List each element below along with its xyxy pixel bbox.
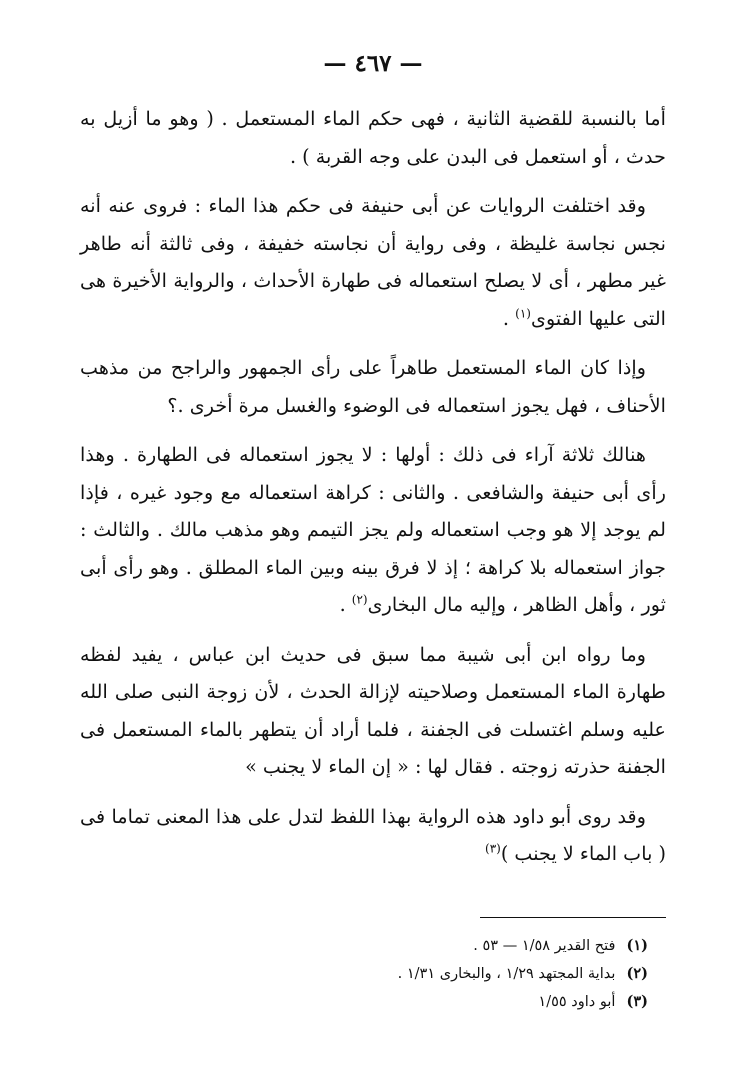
footnote-3-number: (٣) (626, 993, 648, 1010)
footnote-1-text: فتح القدير ١/٥٨ — ٥٣ . (473, 938, 616, 954)
paragraph-4-text: هنالك ثلاثة آراء فى ذلك : أولها : لا يجوز استعماله فى الطهارة . وهذا رأى أبى حنيفة والشافعى . والثانى : كراهة استعماله مع وجود غيره ، فإذا لم يوجد إلا هو وجب استعماله ولم يجز التيمم وهو مذهب مالك . والثالث : جواز استعماله بلا كراهة ؛ إذ لا فرق بينه وبين الماء المطلق . وهو رأى أبى ثور ، وأهل الظاهر ، وإليه مال البخارى (80, 443, 666, 616)
paragraph-1-text: أما بالنسبة للقضية الثانية ، فهى حكم الماء المستعمل . ( وهو ما أزيل به حدث ، أو استعمل فى البدن على وجه القربة ) . (80, 107, 666, 168)
body-text (80, 100, 666, 885)
paragraph-2-text: وقد اختلفت الروايات عن أبى حنيفة فى حكم هذا الماء : فروى عنه أنه نجس نجاسة غليظة ، وفى رواية أن نجاسته خفيفة ، وفى ثالثة أنه طاهر غير مطهر ، أى لا يصلح استعماله فى طهارة الأحداث ، والرواية الأخيرة هى التى عليها الفتوى (80, 194, 666, 330)
footnote-3 (88, 988, 648, 1016)
paragraph-3-text: وإذا كان الماء المستعمل طاهراً على رأى الجمهور والراجح من مذهب الأحناف ، فهل يجوز استعماله فى الوضوء والغسل مرة أخرى .؟ (80, 356, 666, 417)
paragraph-1 (80, 100, 666, 175)
footnote-1 (88, 932, 648, 960)
footnote-2-text: بداية المجتهد ١/٢٩ ، والبخارى ١/٣١ . (397, 966, 616, 982)
paragraph-5 (80, 636, 666, 786)
paragraph-5-text: وما رواه ابن أبى شيبة مما سبق فى حديث ابن عباس ، يفيد لفظه طهارة الماء المستعمل وصلاحيته لإزالة الحدث ، لأن زوجة النبى صلى الله عليه وسلم اغتسلت فى الجفنة ، فلما أراد أن يتطهر بالماء المستعمل فى الجفنة حذرته زوجته . فقال لها : « إن الماء لا يجنب » (80, 642, 666, 778)
footnotes (88, 932, 648, 1016)
paragraph-4-end: . (339, 593, 352, 616)
footnote-ref-1[interactable]: (١) (515, 306, 531, 321)
footnote-ref-3[interactable]: (٣) (485, 841, 501, 856)
paragraph-4 (80, 436, 666, 624)
footnote-1-number: (١) (626, 937, 648, 954)
paragraph-3 (80, 349, 666, 424)
page-number: — ٤٦٧ — (323, 50, 423, 77)
footnote-3-text: أبو داود ١/٥٥ (538, 994, 616, 1010)
footnote-divider (480, 917, 666, 918)
paragraph-6-text: وقد روى أبو داود هذه الرواية بهذا اللفظ لتدل على هذا المعنى تماما فى ( باب الماء لا يجنب ) (80, 804, 666, 865)
footnote-2-number: (٢) (626, 965, 648, 982)
paragraph-2 (80, 187, 666, 337)
footnote-2 (88, 960, 648, 988)
footnote-ref-2[interactable]: (٢) (351, 592, 368, 607)
paragraph-6 (80, 798, 666, 873)
paragraph-2-end: . (502, 306, 516, 330)
